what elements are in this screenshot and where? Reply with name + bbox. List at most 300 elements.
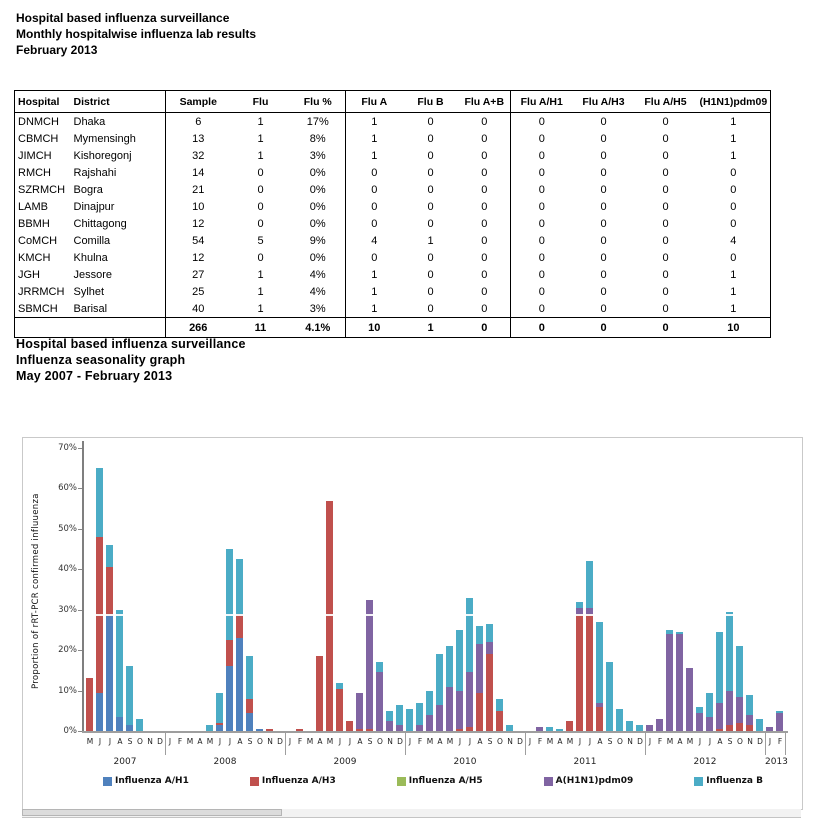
- legend-item: [103, 776, 189, 786]
- bar-segment: [776, 713, 783, 731]
- table-cell: 0: [427, 149, 434, 162]
- y-tick-label: 10%: [58, 685, 77, 696]
- table-cell: 1: [257, 132, 264, 145]
- bar-segment: [436, 654, 443, 705]
- table-cell: 0: [427, 200, 434, 213]
- table-cell: 0: [600, 200, 607, 213]
- table-cell: 40: [166, 300, 231, 318]
- month-tick-label: F: [417, 737, 423, 746]
- bar-segment: [706, 693, 713, 717]
- stacked-bar-2008-6: [216, 448, 223, 731]
- stacked-bar-2007-1: [86, 448, 93, 731]
- table-cell: 0: [481, 285, 488, 298]
- month-tick-label: J: [578, 737, 582, 746]
- bar-segment: [456, 691, 463, 729]
- table-cell: 0: [511, 130, 573, 147]
- month-tick-label: J: [708, 737, 712, 746]
- table-cell: 0: [511, 198, 573, 215]
- table-cell: Bogra: [73, 183, 103, 196]
- stacked-bar-2011-1: [526, 448, 533, 731]
- table-cell: BBMH: [18, 217, 50, 230]
- total-cell: 1: [403, 318, 459, 338]
- table-cell: 0: [427, 217, 434, 230]
- bar-segment: [476, 644, 483, 693]
- year-label: 2008: [213, 757, 237, 767]
- table-cell: 0: [427, 285, 434, 298]
- total-cell: 4.1%: [291, 318, 346, 338]
- lab-table-body: [15, 113, 771, 318]
- table-row: [15, 249, 771, 266]
- bar-segment: [736, 646, 743, 697]
- legend-label: A(H1N1)pdm09: [555, 776, 634, 786]
- table-cell: 1: [257, 285, 264, 298]
- stacked-bar-2008-2: [176, 448, 183, 731]
- bar-segment: [106, 545, 113, 567]
- table-cell: 1: [730, 115, 737, 128]
- lab-results-header-line1: Hospital based influenza surveillance: [16, 11, 230, 25]
- month-tick-label: M: [666, 737, 674, 746]
- month-tick-label: A: [357, 737, 363, 746]
- table-cell: Kishoregonj: [73, 149, 132, 162]
- stacked-bar-2012-4: [676, 448, 683, 731]
- month-tick-label: N: [507, 737, 513, 746]
- stacked-bar-2012-5: [686, 448, 693, 731]
- bar-segment: [586, 614, 593, 731]
- bar-segment: [446, 687, 453, 731]
- month-tick-label: A: [477, 737, 483, 746]
- table-cell: 1: [346, 147, 403, 164]
- year-label: 2013: [765, 757, 788, 767]
- table-cell: 1: [346, 113, 403, 131]
- table-cell: 3%: [309, 149, 326, 162]
- y-tick-label: 70%: [58, 443, 77, 453]
- table-cell: 0: [662, 166, 669, 179]
- table-cell: 0: [600, 234, 607, 247]
- table-row: [15, 130, 771, 147]
- table-total-row: [15, 318, 771, 338]
- bar-segment: [586, 561, 593, 607]
- table-cell: 0: [730, 251, 737, 264]
- table-cell: Jessore: [73, 268, 113, 281]
- bar-segment: [746, 725, 753, 731]
- table-cell: KMCH: [18, 251, 51, 264]
- table-cell: 4: [730, 234, 737, 247]
- month-tick-label: D: [517, 737, 523, 746]
- table-row: [15, 232, 771, 249]
- table-cell: 0: [662, 115, 669, 128]
- column-header: Flu A/H3: [573, 91, 635, 113]
- month-tick-label: O: [137, 737, 143, 746]
- year-label: 2009: [333, 757, 357, 767]
- bar-segment: [216, 693, 223, 723]
- bar-segment: [556, 729, 563, 731]
- table-cell: 0: [481, 115, 488, 128]
- table-cell: 0: [427, 132, 434, 145]
- stacked-bar-2010-2: [416, 448, 423, 731]
- bar-segment: [366, 729, 373, 731]
- stacked-bar-2007-6: [136, 448, 143, 731]
- month-tick-label: F: [177, 737, 183, 746]
- table-cell: CoMCH: [18, 234, 58, 247]
- bar-segment: [496, 711, 503, 731]
- stacked-bar-2007-2: [96, 448, 103, 731]
- table-cell: 0: [511, 249, 573, 266]
- seasonality-header-line2: Influenza seasonality graph: [16, 353, 186, 367]
- table-cell: 21: [166, 181, 231, 198]
- bar-segment: [726, 612, 733, 691]
- bar-segment: [486, 642, 493, 654]
- bar-segment: [466, 672, 473, 727]
- bar-segment: [366, 600, 373, 729]
- table-cell: 0: [600, 217, 607, 230]
- month-tick-label: J: [228, 737, 232, 746]
- bar-segment: [446, 646, 453, 686]
- table-cell: Khulna: [73, 251, 108, 264]
- bar-segment: [716, 729, 723, 731]
- seasonality-header-line1: Hospital based influenza surveillance: [16, 337, 246, 351]
- column-header: Flu: [231, 91, 291, 113]
- bar-segment: [216, 725, 223, 731]
- table-cell: 1: [346, 283, 403, 300]
- total-cell: 0: [511, 318, 573, 338]
- stacked-bar-2012-11: [746, 448, 753, 731]
- month-tick-label: M: [426, 737, 434, 746]
- table-cell: 0: [662, 132, 669, 145]
- table-cell: 0: [662, 234, 669, 247]
- year-label: 2007: [113, 757, 137, 767]
- month-tick-label: F: [777, 737, 783, 746]
- table-cell: 0: [511, 215, 573, 232]
- table-cell: 1: [730, 268, 737, 281]
- bar-segment: [236, 614, 243, 638]
- stacked-bar-2010-3: [426, 448, 433, 731]
- bar-segment: [476, 626, 483, 644]
- stacked-bar-2012-10: [736, 448, 743, 731]
- table-cell: 14: [166, 164, 231, 181]
- seasonality-header-line3: May 2007 - February 2013: [16, 369, 173, 383]
- table-cell: CBMCH: [18, 132, 59, 145]
- stacked-bar-2010-11: [506, 448, 513, 731]
- bar-segment: [226, 666, 233, 731]
- year-divider: [785, 733, 786, 755]
- month-tick-label: A: [557, 737, 563, 746]
- y-tick-label: 30%: [58, 604, 77, 615]
- table-cell: 1: [346, 130, 403, 147]
- bar-segment: [466, 598, 473, 673]
- month-tick-label: O: [377, 737, 383, 746]
- month-tick-label: F: [657, 737, 663, 746]
- table-cell: 1: [257, 268, 264, 281]
- stacked-bar-2007-4: [116, 448, 123, 731]
- table-cell: 0: [427, 268, 434, 281]
- bar-segment: [646, 725, 653, 731]
- table-cell: DNMCH: [18, 115, 59, 128]
- stacked-bar-2008-4: [196, 448, 203, 731]
- table-cell: 0: [662, 183, 669, 196]
- column-header: District: [71, 91, 166, 113]
- total-cell: 10: [346, 318, 403, 338]
- stacked-bar-2011-8: [596, 448, 603, 731]
- table-cell: 0%: [309, 166, 326, 179]
- table-cell: 0: [427, 302, 434, 315]
- table-cell: 0: [600, 132, 607, 145]
- legend-label: Influenza A/H3: [261, 776, 336, 786]
- legend-swatch-icon: [103, 777, 112, 786]
- stacked-bar-2011-2: [536, 448, 543, 731]
- legend-item: [544, 776, 634, 786]
- stacked-bar-2007-5: [126, 448, 133, 731]
- table-cell: 10: [166, 198, 231, 215]
- bar-segment: [116, 717, 123, 731]
- month-tick-label: A: [677, 737, 683, 746]
- bar-segment: [616, 709, 623, 731]
- stacked-bar-2008-11: [266, 448, 273, 731]
- table-cell: 32: [166, 147, 231, 164]
- month-tick-label: M: [86, 737, 94, 746]
- stacked-bar-2008-5: [206, 448, 213, 731]
- total-cell: [71, 318, 166, 338]
- table-cell: 17%: [306, 115, 329, 128]
- stacked-bar-2008-8: [236, 448, 243, 731]
- total-cell: 10: [697, 318, 771, 338]
- bar-segment: [756, 719, 763, 731]
- bar-segment: [696, 707, 703, 713]
- bar-segment: [216, 723, 223, 725]
- table-cell: 0: [427, 166, 434, 179]
- bar-segment: [246, 656, 253, 698]
- table-cell: LAMB: [18, 200, 48, 213]
- stacked-bar-2009-8: [356, 448, 363, 731]
- stacked-bar-2008-10: [256, 448, 263, 731]
- bar-segment: [626, 721, 633, 731]
- bar-segment: [226, 549, 233, 640]
- bar-segment: [726, 691, 733, 725]
- table-cell: 6: [166, 113, 231, 131]
- month-tick-label: A: [117, 737, 123, 746]
- table-cell: 0: [481, 166, 488, 179]
- month-tick-label: O: [617, 737, 623, 746]
- table-cell: 0: [481, 183, 488, 196]
- bar-segment: [296, 729, 303, 731]
- bar-segment: [576, 614, 583, 731]
- y-tick-label: 40%: [58, 564, 77, 575]
- table-cell: 0: [346, 215, 403, 232]
- month-tick-label: J: [528, 737, 532, 746]
- stacked-bar-2012-6: [696, 448, 703, 731]
- month-tick-label: M: [546, 737, 554, 746]
- stacked-bar-2011-9: [606, 448, 613, 731]
- column-header: Sample: [166, 91, 231, 113]
- y-tick-mark: [78, 731, 82, 732]
- table-cell: JGH: [18, 268, 40, 281]
- table-cell: 0: [662, 285, 669, 298]
- bar-segment: [456, 729, 463, 731]
- stacked-bar-2009-9: [366, 448, 373, 731]
- table-cell: 0: [257, 251, 264, 264]
- table-cell: 1: [730, 302, 737, 315]
- seasonality-chart: [22, 437, 803, 810]
- bar-segment: [536, 727, 543, 731]
- month-tick-label: S: [607, 737, 613, 746]
- month-tick-label: M: [566, 737, 574, 746]
- stacked-bar-2011-3: [546, 448, 553, 731]
- bar-segment: [486, 624, 493, 642]
- legend-item: [694, 776, 763, 786]
- month-tick-label: J: [98, 737, 102, 746]
- bar-segment: [206, 725, 213, 731]
- month-tick-label: D: [157, 737, 163, 746]
- month-tick-label: D: [397, 737, 403, 746]
- bar-segment: [226, 640, 233, 666]
- legend-swatch-icon: [544, 777, 553, 786]
- seasonality-header: [16, 336, 246, 384]
- month-tick-label: D: [637, 737, 643, 746]
- table-cell: 0: [600, 115, 607, 128]
- stacked-bar-2013-1: [766, 448, 773, 731]
- bar-segment: [776, 711, 783, 713]
- stacked-bar-2009-6: [336, 448, 343, 731]
- horizontal-scrollbar[interactable]: [22, 809, 801, 818]
- stacked-bar-2010-1: [406, 448, 413, 731]
- lab-results-header-line2: Monthly hospitalwise influenza lab results: [16, 27, 257, 41]
- table-cell: 0: [730, 200, 737, 213]
- scrollbar-thumb[interactable]: [22, 809, 282, 816]
- legend-label: Influenza B: [706, 776, 763, 786]
- bar-segment: [126, 725, 133, 731]
- table-row: [15, 198, 771, 215]
- month-tick-label: J: [348, 737, 352, 746]
- table-cell: 0: [600, 149, 607, 162]
- bar-segment: [566, 721, 573, 731]
- column-header: Flu B: [403, 91, 459, 113]
- table-cell: Barisal: [73, 302, 108, 315]
- bar-segment: [596, 703, 603, 707]
- bar-segment: [106, 567, 113, 616]
- stacked-bar-2008-1: [166, 448, 173, 731]
- table-cell: 0: [481, 200, 488, 213]
- stacked-bar-2010-10: [496, 448, 503, 731]
- stacked-bar-2010-8: [476, 448, 483, 731]
- y-tick-label: 20%: [58, 645, 77, 656]
- table-cell: SZRMCH: [18, 183, 66, 196]
- month-tick-label: M: [326, 737, 334, 746]
- bar-segment: [696, 713, 703, 731]
- legend-item: [397, 776, 483, 786]
- table-cell: JRRMCH: [18, 285, 65, 298]
- stacked-bar-2012-9: [726, 448, 733, 731]
- bar-segment: [726, 725, 733, 731]
- bar-segment: [656, 719, 663, 731]
- bar-segment: [396, 725, 403, 731]
- y-tick-label: 0%: [63, 726, 77, 736]
- table-cell: 0: [257, 166, 264, 179]
- month-tick-label: O: [737, 737, 743, 746]
- table-row: [15, 283, 771, 300]
- bar-segment: [316, 656, 323, 731]
- bar-segment: [406, 709, 413, 731]
- bar-segment: [356, 693, 363, 729]
- chart-legend: [103, 776, 763, 786]
- bar-segment: [736, 723, 743, 731]
- month-tick-label: J: [458, 737, 462, 746]
- table-cell: 0: [481, 132, 488, 145]
- month-tick-label: D: [277, 737, 283, 746]
- bar-segment: [486, 654, 493, 731]
- table-cell: 0: [511, 147, 573, 164]
- stacked-bar-2010-9: [486, 448, 493, 731]
- bar-segment: [596, 622, 603, 703]
- legend-swatch-icon: [397, 777, 406, 786]
- month-tick-label: J: [588, 737, 592, 746]
- month-tick-label: N: [627, 737, 633, 746]
- table-cell: 0: [511, 113, 573, 131]
- table-cell: 0: [662, 217, 669, 230]
- bar-segment: [676, 632, 683, 634]
- table-cell: 1: [730, 285, 737, 298]
- bar-segment: [546, 727, 553, 731]
- stacked-bar-2009-2: [296, 448, 303, 731]
- month-tick-label: J: [408, 737, 412, 746]
- stacked-bar-2007-7: [146, 448, 153, 731]
- bar-segment: [86, 678, 93, 731]
- table-cell: 0: [600, 251, 607, 264]
- stacked-bar-2009-3: [306, 448, 313, 731]
- month-tick-label: J: [168, 737, 172, 746]
- table-cell: 4: [346, 232, 403, 249]
- stacked-bar-2010-4: [436, 448, 443, 731]
- table-row: [15, 215, 771, 232]
- month-tick-label: S: [247, 737, 253, 746]
- bar-segment: [436, 705, 443, 731]
- column-header: Flu A+B: [459, 91, 511, 113]
- month-tick-label: J: [768, 737, 772, 746]
- bar-segment: [676, 634, 683, 731]
- bar-segment: [416, 703, 423, 725]
- lab-results-table: [14, 90, 771, 338]
- bar-segment: [386, 711, 393, 721]
- stacked-bar-2011-7: [586, 448, 593, 731]
- bar-segment: [376, 662, 383, 672]
- month-tick-label: S: [127, 737, 133, 746]
- table-cell: 0: [427, 115, 434, 128]
- month-tick-label: N: [747, 737, 753, 746]
- stacked-bar-2011-11: [626, 448, 633, 731]
- stacked-bar-2010-6: [456, 448, 463, 731]
- table-cell: 13: [166, 130, 231, 147]
- table-cell: Dhaka: [73, 115, 106, 128]
- bar-segment: [246, 713, 253, 731]
- plot-area: [58, 443, 788, 767]
- y-tick-mark: [78, 691, 82, 692]
- table-cell: 0%: [309, 251, 326, 264]
- column-header: Hospital: [15, 91, 71, 113]
- table-cell: 0: [346, 198, 403, 215]
- table-cell: 0: [481, 217, 488, 230]
- month-tick-label: J: [338, 737, 342, 746]
- year-label: 2012: [693, 757, 717, 767]
- table-row: [15, 164, 771, 181]
- table-cell: 0%: [309, 183, 326, 196]
- table-cell: 0: [511, 181, 573, 198]
- stacked-bar-2011-10: [616, 448, 623, 731]
- stacked-bar-2012-8: [716, 448, 723, 731]
- table-cell: 0: [257, 200, 264, 213]
- year-label: 2010: [453, 757, 477, 767]
- y-tick-mark: [78, 529, 82, 530]
- month-tick-label: F: [537, 737, 543, 746]
- table-cell: 4%: [309, 268, 326, 281]
- stacked-bar-2011-6: [576, 448, 583, 731]
